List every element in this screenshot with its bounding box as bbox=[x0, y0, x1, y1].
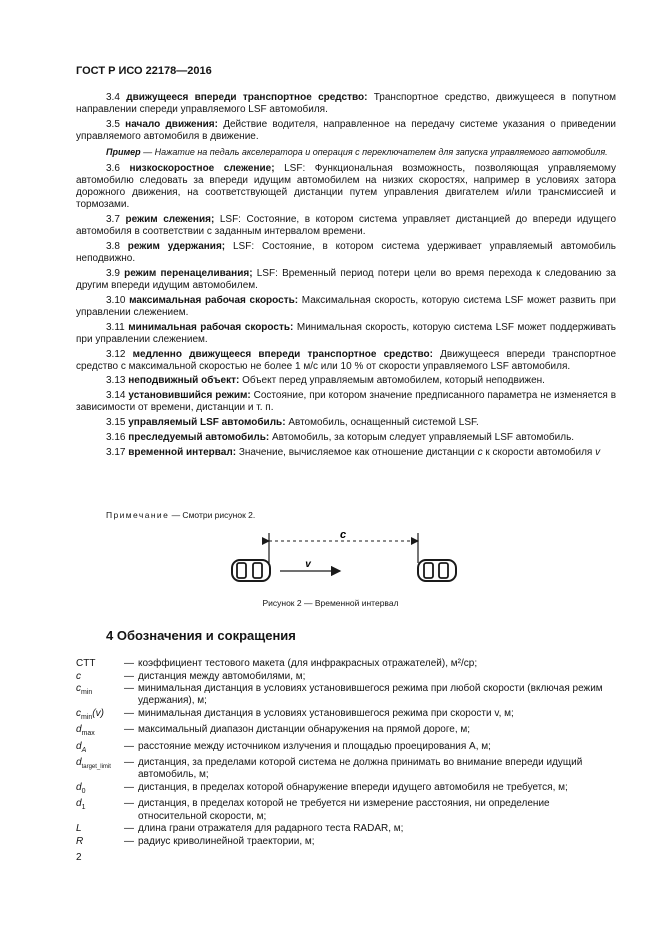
symbol: CTT bbox=[76, 658, 96, 669]
term-3-9: 3.9 режим перенацеливания; LSF: Временный период потери цели во время перехода к следованию за другим впереди идущим автомобилем. bbox=[76, 267, 616, 291]
symbol-row: $c_{min}$ — минимальная дистанция в условиях установившегося режима при любой скорости (включая режим удержания), м; bbox=[76, 683, 603, 707]
symbol: $d_1$ bbox=[76, 798, 86, 812]
symbol: $d_{target\_limit}$ bbox=[76, 757, 111, 771]
label-c: c bbox=[339, 529, 347, 541]
symbol-row: $c_{min}(v)$ — минимальная дистанция в условиях установившегося режима при скорости v, м; bbox=[76, 708, 616, 724]
term-3-7: 3.7 режим слежения; LSF: Состояние, в котором система управляет дистанцией до впереди идущего автомобиля в соответствии с заданным интервалом времени. bbox=[76, 214, 617, 238]
symbol-row: $d_{max}$ — максимальный диапазон дистанции обнаружения на прямой дороге, м; bbox=[76, 724, 616, 740]
label-v: v bbox=[305, 559, 311, 570]
term-3-13: 3.13 неподвижный объект: Объект перед управляемым автомобилем, который неподвижен. bbox=[106, 375, 545, 387]
symbol: $d_0$ bbox=[76, 781, 86, 795]
figure-caption: Рисунок 2 — Временной интервал bbox=[262, 598, 399, 608]
symbol: $d_A$ bbox=[76, 740, 87, 754]
time-gap-figure bbox=[222, 527, 462, 589]
symbol: $c_{min}(v)$ bbox=[76, 707, 104, 721]
page-number: 2 bbox=[76, 852, 82, 863]
symbol-row: L — длина грани отражателя для радарного теста RADAR, м; bbox=[76, 823, 404, 835]
document-header: ГОСТ Р ИСО 22178—2016 bbox=[76, 65, 212, 77]
symbol: $d_{max}$ bbox=[76, 724, 95, 738]
symbol: $c_{min}$ bbox=[76, 683, 93, 696]
symbol: c bbox=[76, 670, 81, 682]
term-3-17: 3.17 временной интервал: Значение, вычисляемое как отношение дистанции c к скорости автомобиля v bbox=[106, 446, 601, 458]
lead-car-icon bbox=[418, 560, 456, 581]
figure-note: Примечание — Смотри рисунок 2. bbox=[106, 510, 256, 520]
example-note: Пример — Нажатие на педаль акселератора и операция с переключателем для запуска управляемого автомобиля. bbox=[106, 147, 608, 158]
term-3-15: 3.15 управляемый LSF автомобиль: Автомобиль, оснащенный системой LSF. bbox=[106, 417, 479, 429]
symbol-row: R — радиус криволинейной траектории, м; bbox=[76, 835, 315, 847]
section-title: 4 Обозначения и сокращения bbox=[106, 628, 296, 643]
term-3-5: 3.5 начало движения: Действие водителя, направленное на передачу системе указания о приведении управляемого автомобиля в движение. bbox=[76, 118, 616, 142]
term-3-6: 3.6 низкоскоростное слежение; LSF: Функциональная возможность, позволяющая управляемому автомобилю следовать за впереди идущим автомобилем на низких скоростях, например в условиях затора дорожного движения, на соответствующей дистанции путем управления двигателем и/или трансмиссией и тормозами. bbox=[76, 163, 617, 211]
term-3-12: 3.12 медленно движущееся впереди транспортное средство: Движущееся впереди транспортное средство с максимальной скоростью не более 1 м/с или 10 % от скорости управляемого LSF автомобиля. bbox=[76, 348, 617, 372]
symbol: L bbox=[76, 823, 82, 835]
following-car-icon bbox=[232, 560, 270, 581]
symbol-row: CTT — коэффициент тестового макета (для инфракрасных отражателей), м²/ср; bbox=[76, 658, 478, 669]
symbol-row: $d_0$ — дистанция, в пределах которой обнаружение впереди идущего автомобиля не требуется, м; bbox=[76, 782, 616, 798]
symbol-row: $d_1$ — дистанция, в пределах которой не требуется ни измерение расстояния, ни определение относительной скорости, м; bbox=[76, 798, 550, 822]
symbol-row: c — дистанция между автомобилями, м; bbox=[76, 670, 306, 682]
symbols-list bbox=[76, 658, 616, 848]
symbol-row: $d_{target\_limit}$ — дистанция, за пределами которой система не должна принимать во внимание впереди идущий автомобиль, м; bbox=[76, 757, 583, 781]
symbol: R bbox=[76, 835, 84, 847]
term-3-8: 3.8 режим удержания; LSF: Состояние, в котором система удерживает управляемый автомобиль неподвижно. bbox=[76, 241, 617, 265]
term-3-4: 3.4 движущееся впереди транспортное средство: Транспортное средство, движущееся в попутном направлении спереди управляемого LSF автомобиля. bbox=[76, 92, 617, 116]
terms-section bbox=[76, 92, 616, 461]
symbol-row: $d_A$ — расстояние между источником излучения и площадью проецирования A, м; bbox=[76, 741, 616, 757]
term-3-14: 3.14 установившийся режим: Состояние, при котором значение предписанного параметра не изменяется в зависимости от времени, дистанции и т. п. bbox=[76, 390, 617, 414]
term-3-16: 3.16 преследуемый автомобиль: Автомобиль, за которым следует управляемый LSF автомобиль. bbox=[106, 431, 575, 443]
term-3-10: 3.10 максимальная рабочая скорость: Максимальная скорость, которую система LSF может развить при управлении слежением. bbox=[76, 294, 617, 318]
term-3-11: 3.11 минимальная рабочая скорость: Минимальная скорость, которую система LSF может поддерживать при управлении слежением. bbox=[76, 321, 617, 345]
